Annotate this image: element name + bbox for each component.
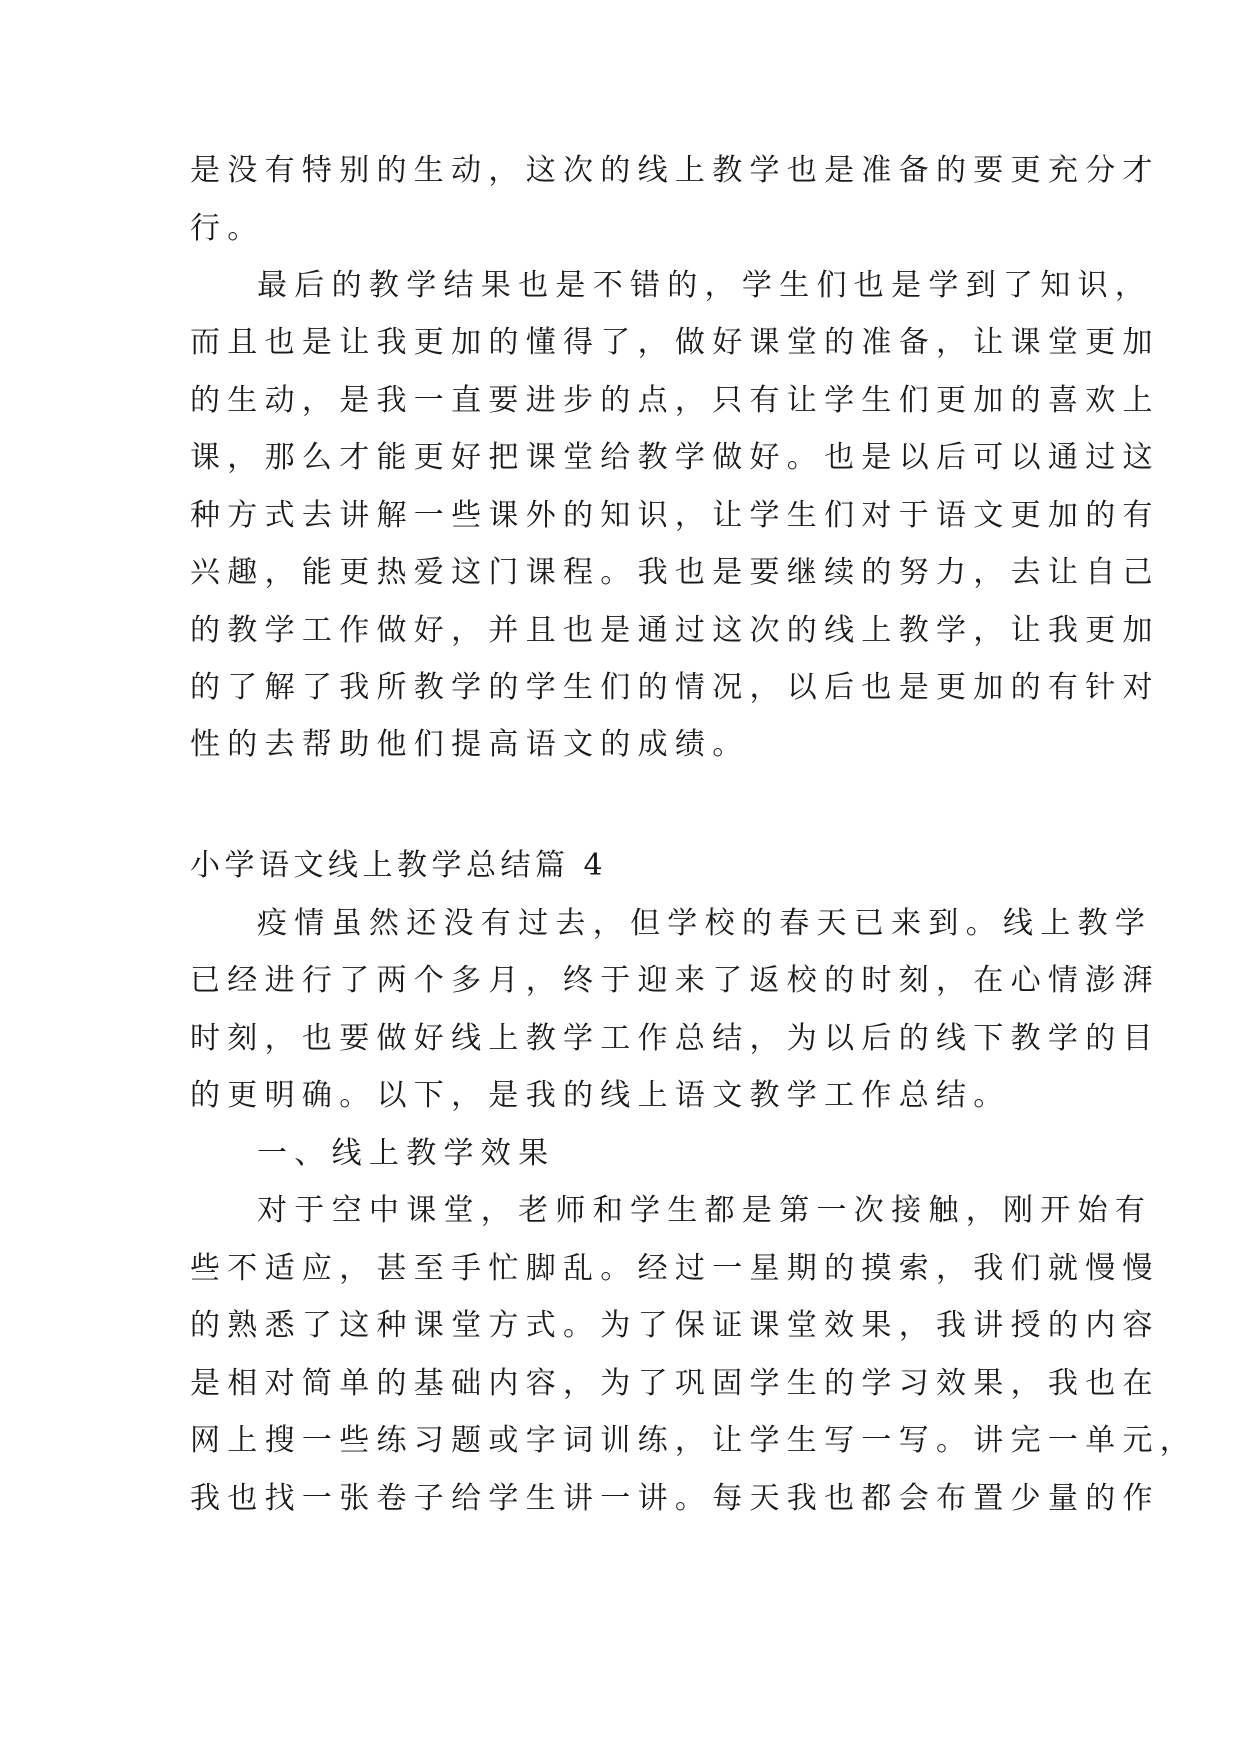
text-line: 性的去帮助他们提高语文的成绩。 — [190, 727, 750, 762]
text-line: 的熟悉了这种课堂方式。为了保证课堂效果，我讲授的内容 — [190, 1308, 1160, 1343]
text-line: 网上搜一些练习题或字词训练，让学生写一写。讲完一单元， — [190, 1423, 1198, 1458]
section-title: 小学语文线上教学总结篇 4 — [190, 848, 608, 883]
text-line: 我也找一张卷子给学生讲一讲。每天我也都会布置少量的作 — [190, 1481, 1160, 1516]
text-line: 是相对简单的基础内容，为了巩固学生的学习效果，我也在 — [190, 1366, 1160, 1401]
text-line: 种方式去讲解一些课外的知识，让学生们对于语文更加的有 — [190, 498, 1160, 533]
paragraph-first-line: 最后的教学结果也是不错的，学生们也是学到了知识， — [257, 268, 1153, 303]
text-line: 行。 — [190, 211, 265, 246]
subheading: 一、线上教学效果 — [257, 1136, 556, 1171]
text-line: 的了解了我所教学的学生们的情况，以后也是更加的有针对 — [190, 670, 1160, 705]
paragraph-first-line: 对于空中课堂，老师和学生都是第一次接触，刚开始有 — [257, 1193, 1153, 1228]
text-line: 时刻，也要做好线上教学工作总结，为以后的线下教学的目 — [190, 1021, 1160, 1056]
paragraph-first-line: 疫情虽然还没有过去，但学校的春天已来到。线上教学 — [257, 906, 1153, 941]
text-line: 的生动，是我一直要进步的点，只有让学生们更加的喜欢上 — [190, 383, 1160, 418]
text-line: 而且也是让我更加的懂得了，做好课堂的准备，让课堂更加 — [190, 325, 1160, 360]
text-line: 课，那么才能更好把课堂给教学做好。也是以后可以通过这 — [190, 440, 1160, 475]
text-line: 的更明确。以下，是我的线上语文教学工作总结。 — [190, 1078, 1011, 1113]
text-line: 兴趣，能更热爱这门课程。我也是要继续的努力，去让自己 — [190, 555, 1160, 590]
text-line: 的教学工作做好，并且也是通过这次的线上教学，让我更加 — [190, 613, 1160, 648]
text-line: 是没有特别的生动，这次的线上教学也是准备的要更充分才 — [190, 153, 1160, 188]
text-line: 些不适应，甚至手忙脚乱。经过一星期的摸索，我们就慢慢 — [190, 1251, 1160, 1286]
text-line: 已经进行了两个多月，终于迎来了返校的时刻，在心情澎湃 — [190, 963, 1160, 998]
